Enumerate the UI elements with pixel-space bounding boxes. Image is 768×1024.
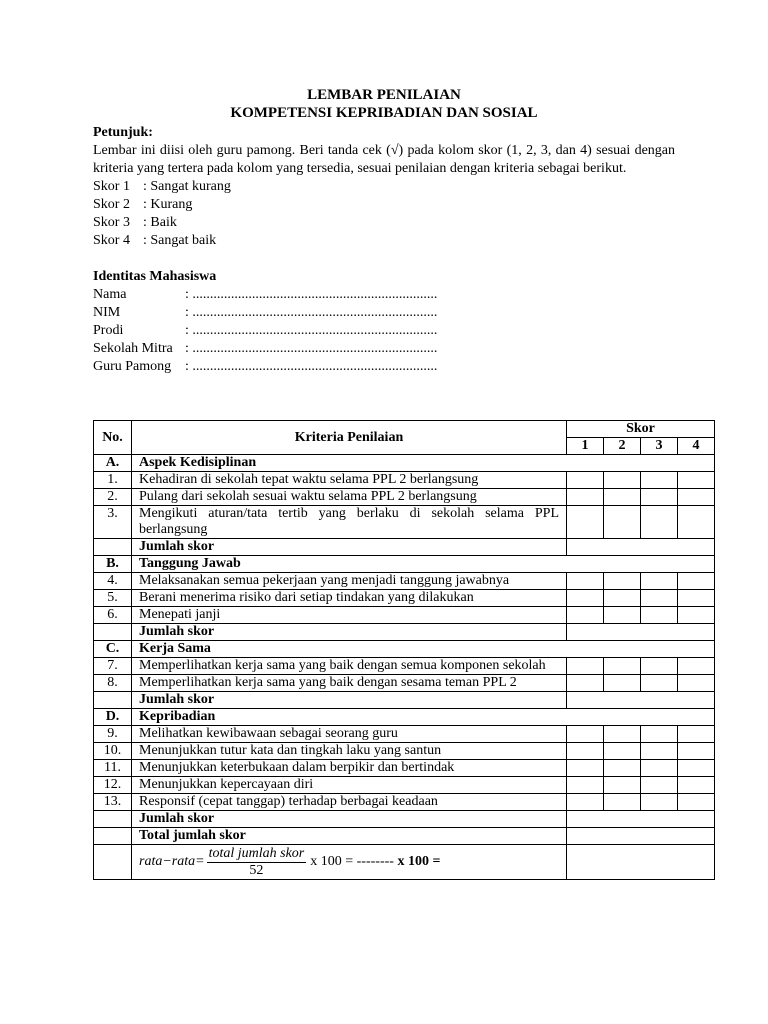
- doc-title-line1: LEMBAR PENILAIAN: [307, 87, 461, 103]
- section-row: A. Aspek Kedisiplinan: [94, 455, 715, 472]
- score-cell[interactable]: [604, 794, 641, 811]
- score-legend-item: Skor 1 : Sangat kurang: [93, 179, 231, 194]
- score-cell[interactable]: [567, 743, 604, 760]
- table-row: 8. Memperlihatkan kerja sama yang baik dengan sesama teman PPL 2: [94, 675, 715, 692]
- subtotal-row: Jumlah skor: [94, 692, 715, 709]
- score-cell[interactable]: [641, 590, 678, 607]
- average-cell[interactable]: [567, 845, 715, 880]
- total-row: [94, 828, 715, 845]
- score-cell[interactable]: [678, 794, 715, 811]
- instructions-heading: Petunjuk:: [93, 125, 153, 140]
- score-cell[interactable]: [567, 794, 604, 811]
- score-cell[interactable]: [567, 573, 604, 590]
- section-row: C. Kerja Sama: [94, 641, 715, 658]
- score-cell[interactable]: [641, 573, 678, 590]
- score-cell[interactable]: [567, 506, 604, 539]
- score-cell[interactable]: [641, 726, 678, 743]
- identity-field-guru-pamong[interactable]: Guru Pamong : ......................................................................: [93, 359, 438, 374]
- score-cell[interactable]: [641, 760, 678, 777]
- identity-field-sekolah-mitra[interactable]: Sekolah Mitra : ......................................................................: [93, 341, 438, 356]
- score-cell[interactable]: [567, 760, 604, 777]
- score-cell[interactable]: [604, 489, 641, 506]
- formula-numerator: total jumlah skor: [208, 845, 305, 861]
- score-cell[interactable]: [678, 726, 715, 743]
- table-row: 13. Responsif (cepat tanggap) terhadap berbagai keadaan: [94, 794, 715, 811]
- score-cell[interactable]: [641, 794, 678, 811]
- score-cell[interactable]: [604, 472, 641, 489]
- col-header-no: No.: [94, 421, 132, 455]
- table-row: 7. Memperlihatkan kerja sama yang baik dengan semua komponen sekolah: [94, 658, 715, 675]
- subtotal-cell[interactable]: [567, 811, 715, 828]
- subtotal-row: Jumlah skor: [94, 624, 715, 641]
- col-header-skor-3: 3: [641, 438, 678, 455]
- col-header-skor-4: 4: [678, 438, 715, 455]
- score-cell[interactable]: [604, 590, 641, 607]
- score-cell[interactable]: [678, 607, 715, 624]
- table-row: 2. Pulang dari sekolah sesuai waktu selama PPL 2 berlangsung: [94, 489, 715, 506]
- identity-field-nama[interactable]: Nama : ......................................................................: [93, 287, 438, 302]
- score-cell[interactable]: [604, 726, 641, 743]
- score-cell[interactable]: [641, 489, 678, 506]
- section-row: B. Tanggung Jawab: [94, 556, 715, 573]
- score-cell[interactable]: [641, 743, 678, 760]
- score-cell[interactable]: [678, 506, 715, 539]
- score-cell[interactable]: [678, 743, 715, 760]
- score-cell[interactable]: [678, 777, 715, 794]
- table-row: 6. Menepati janji: [94, 607, 715, 624]
- score-cell[interactable]: [604, 506, 641, 539]
- score-cell[interactable]: [604, 760, 641, 777]
- instructions-body: Lembar ini diisi oleh guru pamong. Beri tanda cek (√) pada kolom skor (1, 2, 3, dan 4) sesuai dengan kriteria yang tertera pada kolom yang tersedia, sesuai penilaian dengan kriteria sebagai berikut.: [93, 143, 675, 176]
- score-legend-item: Skor 3 : Baik: [93, 215, 177, 230]
- formula-row: [94, 845, 715, 880]
- col-header-skor: Skor: [567, 421, 715, 438]
- formula-result: x 100 =: [393, 854, 441, 869]
- score-cell[interactable]: [604, 743, 641, 760]
- score-cell[interactable]: [678, 590, 715, 607]
- score-cell[interactable]: [678, 472, 715, 489]
- table-row: 9. Melihatkan kewibawaan sebagai seorang guru: [94, 726, 715, 743]
- col-header-criteria: Kriteria Penilaian: [132, 421, 567, 455]
- score-cell[interactable]: [567, 658, 604, 675]
- table-row: 3. Mengikuti aturan/tata tertib yang berlaku di sekolah selama PPL berlangsung: [94, 506, 715, 539]
- score-legend-item: Skor 2 : Kurang: [93, 197, 193, 212]
- score-cell[interactable]: [567, 675, 604, 692]
- identity-field-prodi[interactable]: Prodi : ......................................................................: [93, 323, 438, 338]
- doc-title-line2: KOMPETENSI KEPRIBADIAN DAN SOSIAL: [230, 105, 538, 121]
- formula-lhs: rata−rata=: [139, 854, 205, 869]
- formula-multiplier: x 100 = --------: [310, 854, 394, 869]
- score-legend-item: Skor 4 : Sangat baik: [93, 233, 217, 248]
- score-cell[interactable]: [567, 489, 604, 506]
- subtotal-cell[interactable]: [567, 692, 715, 709]
- score-cell[interactable]: [641, 658, 678, 675]
- score-cell[interactable]: [678, 658, 715, 675]
- subtotal-row: Jumlah skor: [94, 811, 715, 828]
- score-cell[interactable]: [678, 675, 715, 692]
- score-cell[interactable]: [678, 489, 715, 506]
- total-label: Total jumlah skor: [132, 828, 567, 845]
- identity-heading: Identitas Mahasiswa: [93, 269, 217, 284]
- identity-section: [93, 268, 675, 376]
- score-cell[interactable]: [567, 726, 604, 743]
- score-cell[interactable]: [567, 607, 604, 624]
- score-cell[interactable]: [604, 777, 641, 794]
- table-row: 12. Menunjukkan kepercayaan diri: [94, 777, 715, 794]
- col-header-skor-2: 2: [604, 438, 641, 455]
- identity-field-nim[interactable]: NIM : ......................................................................: [93, 305, 438, 320]
- score-cell[interactable]: [604, 573, 641, 590]
- score-cell[interactable]: [641, 675, 678, 692]
- col-header-skor-1: 1: [567, 438, 604, 455]
- score-cell[interactable]: [641, 607, 678, 624]
- score-cell[interactable]: [641, 472, 678, 489]
- score-legend: [93, 178, 675, 250]
- subtotal-cell[interactable]: [567, 624, 715, 641]
- score-cell[interactable]: [604, 607, 641, 624]
- table-row: 10. Menunjukkan tutur kata dan tingkah laku yang santun: [94, 743, 715, 760]
- score-cell[interactable]: [604, 675, 641, 692]
- score-cell[interactable]: [604, 658, 641, 675]
- score-cell[interactable]: [567, 590, 604, 607]
- average-formula: [139, 846, 559, 879]
- score-cell[interactable]: [641, 506, 678, 539]
- table-row: 11. Menunjukkan keterbukaan dalam berpikir dan bertindak: [94, 760, 715, 777]
- assessment-table: [93, 420, 715, 880]
- score-cell[interactable]: [678, 573, 715, 590]
- score-cell[interactable]: [678, 760, 715, 777]
- formula-fraction: [207, 846, 307, 879]
- table-row: 5. Berani menerima risiko dari setiap tindakan yang dilakukan: [94, 590, 715, 607]
- subtotal-row: Jumlah skor: [94, 539, 715, 556]
- score-cell[interactable]: [567, 472, 604, 489]
- table-row: 1. Kehadiran di sekolah tepat waktu selama PPL 2 berlangsung: [94, 472, 715, 489]
- score-cell[interactable]: [641, 777, 678, 794]
- total-cell[interactable]: [567, 828, 715, 845]
- section-row: D. Kepribadian: [94, 709, 715, 726]
- formula-denominator: 52: [249, 862, 264, 878]
- table-row: 4. Melaksanakan semua pekerjaan yang menjadi tanggung jawabnya: [94, 573, 715, 590]
- document-page: [93, 86, 675, 376]
- score-cell[interactable]: [567, 777, 604, 794]
- subtotal-cell[interactable]: [567, 539, 715, 556]
